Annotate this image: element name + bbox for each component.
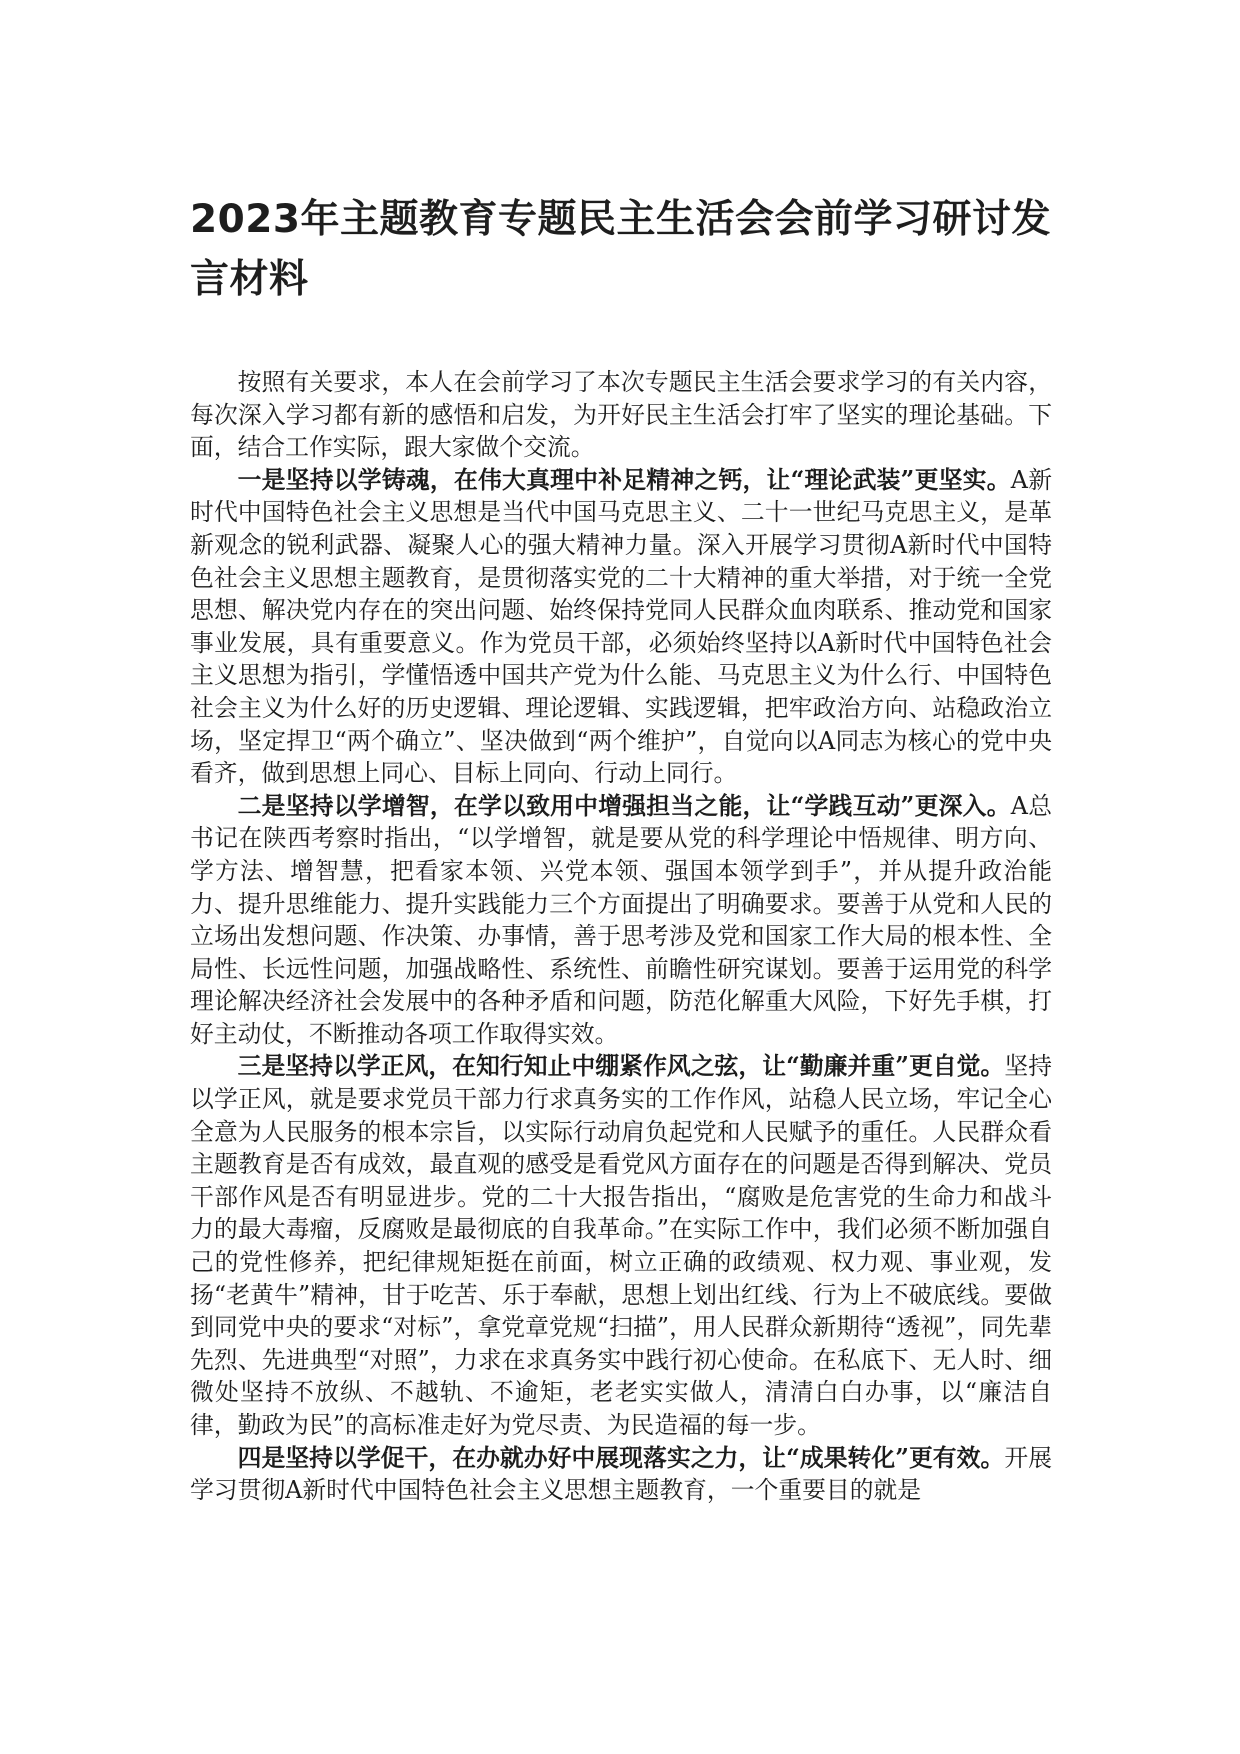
section-one-heading: 一是坚持以学铸魂，在伟大真理中补足精神之钙，让“理论武装”更坚实。	[237, 465, 1011, 494]
section-three-heading: 三是坚持以学正风，在知行知止中绷紧作风之弦，让“勤廉并重”更自觉。	[237, 1052, 1005, 1081]
section-two-heading: 二是坚持以学增智，在学以致用中增强担当之能，让“学践互动”更深入。	[237, 791, 1011, 820]
section-two-paragraph	[190, 790, 1052, 1051]
intro-paragraph	[190, 366, 1052, 464]
section-four-paragraph	[190, 1442, 1052, 1507]
section-one-paragraph	[190, 464, 1052, 790]
document-page	[190, 190, 1052, 1730]
section-four-heading: 四是坚持以学促干，在办就办好中展现落实之力，让“成果转化”更有效。	[237, 1443, 1005, 1472]
section-three-text: 坚持以学正风，就是要求党员干部力行求真务实的工作作风，站稳人民立场，牢记全心全意为人民服务的根本宗旨，以实际行动肩负起党和人民赋予的重任。人民群众看主题教育是否有成效，最直观的感受是看党风方面存在的问题是否得到解决、党员干部作风是否有明显进步。党的二十大报告指出，“腐败是危害党的生命力和战斗力的最大毒瘤，反腐败是最彻底的自我革命。”在实际工作中，我们必须不断加强自己的党性修养，把纪律规矩挺在前面，树立正确的政绩观、权力观、事业观，发扬“老黄牛”精神，甘于吃苦、乐于奉献，思想上划出红线、行为上不破底线。要做到同党中央的要求“对标”，拿党章党规“扫描”，用人民群众新期待“透视”，同先辈先烈、先进典型“对照”，力求在求真务实中践行初心使命。在私底下、无人时、细微处坚持不放纵、不越轨、不逾矩，老老实实做人，清清白白办事，以“廉洁自律，勤政为民”的高标准走好为党尽责、为民造福的每一步。	[190, 1052, 1052, 1439]
section-four-text: 开展学习贯彻A新时代中国特色社会主义思想主题教育，一个重要目的就是	[190, 1443, 1052, 1505]
document-title: 2023年主题教育专题民主生活会会前学习研讨发言材料	[190, 197, 1052, 302]
intro-paragraph-text: 按照有关要求，本人在会前学习了本次专题民主生活会要求学习的有关内容，每次深入学习都有新的感悟和启发，为开好民主生活会打牢了坚实的理论基础。下面，结合工作实际，跟大家做个交流。	[190, 368, 1052, 462]
section-three-paragraph	[190, 1050, 1052, 1441]
section-one-text: A新时代中国特色社会主义思想是当代中国马克思主义、二十一世纪马克思主义，是革新观念的锐利武器、凝聚人心的强大精神力量。深入开展学习贯彻A新时代中国特色社会主义思想主题教育，是贯彻落实党的二十大精神的重大举措，对于统一全党思想、解决党内存在的突出问题、始终保持党同人民群众血肉联系、推动党和国家事业发展，具有重要意义。作为党员干部，必须始终坚持以A新时代中国特色社会主义思想为指引，学懂悟透中国共产党为什么能、马克思主义为什么行、中国特色社会主义为什么好的历史逻辑、理论逻辑、实践逻辑，把牢政治方向、站稳政治立场，坚定捍卫“两个确立”、坚决做到“两个维护”，自觉向以A同志为核心的党中央看齐，做到思想上同心、目标上同向、行动上同行。	[190, 465, 1052, 788]
section-two-text: A总书记在陕西考察时指出，“以学增智，就是要从党的科学理论中悟规律、明方向、学方法、增智慧，把看家本领、兴党本领、强国本领学到手”，并从提升政治能力、提升思维能力、提升实践能力三个方面提出了明确要求。要善于从党和人民的立场出发想问题、作决策、办事情，善于思考涉及党和国家工作大局的根本性、全局性、长远性问题，加强战略性、系统性、前瞻性研究谋划。要善于运用党的科学理论解决经济社会发展中的各种矛盾和问题，防范化解重大风险，下好先手棋，打好主动仗，不断推动各项工作取得实效。	[190, 791, 1052, 1048]
